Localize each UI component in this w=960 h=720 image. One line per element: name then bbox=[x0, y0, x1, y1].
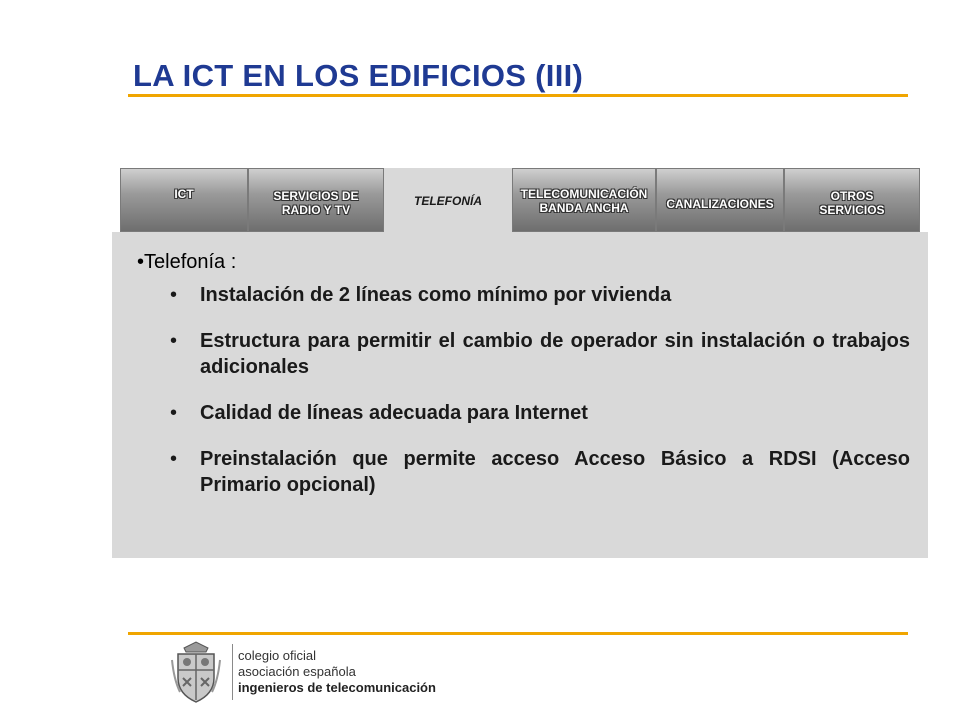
list-item: • Calidad de líneas adecuada para Internet bbox=[170, 400, 910, 426]
organization-logo bbox=[170, 640, 436, 706]
bullet-list bbox=[170, 282, 910, 518]
section-heading: •Telefonía : bbox=[137, 251, 237, 273]
tab-otros-servicios[interactable] bbox=[784, 168, 920, 232]
list-item: • Estructura para permitir el cambio de operador sin instalación o trabajos adicionales bbox=[170, 328, 910, 380]
tab-canalizaciones[interactable] bbox=[656, 168, 784, 232]
logo-text bbox=[238, 648, 436, 696]
tab-bar bbox=[120, 168, 920, 232]
crest-icon bbox=[170, 640, 222, 704]
tab-telecomunicacion-banda-ancha[interactable] bbox=[512, 168, 656, 232]
tab-telefonia[interactable] bbox=[384, 168, 512, 232]
tab-servicios-radio-tv[interactable] bbox=[248, 168, 384, 232]
list-item: • Preinstalación que permite acceso Acceso Básico a RDSI (Acceso Primario opcional) bbox=[170, 446, 910, 498]
footer-rule bbox=[128, 632, 908, 635]
tab-label-line2: RADIO Y TV bbox=[281, 203, 351, 217]
logo-line: colegio oficial bbox=[238, 648, 317, 663]
tab-label-line2: BANDA ANCHA bbox=[539, 201, 629, 215]
logo-divider bbox=[232, 644, 233, 700]
logo-line-strong: ingenieros de telecomunicación bbox=[238, 680, 436, 695]
slide-title: LA ICT EN LOS EDIFICIOS (III) bbox=[133, 58, 584, 93]
tab-label: TELECOMUNICACIÓN bbox=[520, 187, 648, 201]
logo-line: asociación española bbox=[238, 664, 356, 679]
title-underline bbox=[128, 94, 908, 97]
tab-label: ICT bbox=[174, 187, 194, 201]
tab-label: TELEFONÍA bbox=[414, 194, 482, 208]
tab-ict[interactable] bbox=[120, 168, 248, 232]
tab-label: OTROS bbox=[830, 189, 874, 203]
tab-label: SERVICIOS DE bbox=[273, 189, 359, 203]
list-item: • Instalación de 2 líneas como mínimo por vivienda bbox=[170, 282, 910, 308]
tab-label: CANALIZACIONES bbox=[666, 197, 774, 211]
tab-label-line2: SERVICIOS bbox=[819, 203, 885, 217]
